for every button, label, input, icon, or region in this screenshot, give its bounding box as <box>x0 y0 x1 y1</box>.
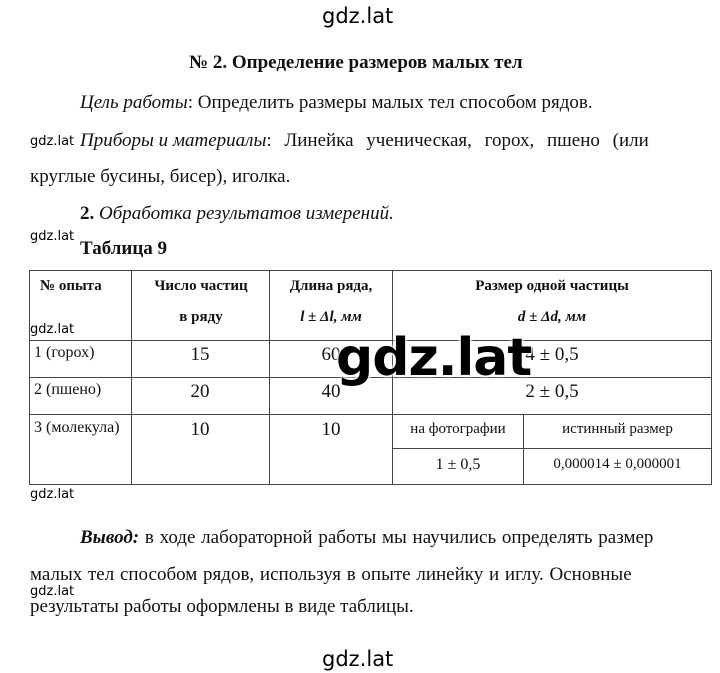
section-title: Обработка результатов измерений. <box>99 203 394 224</box>
table-header-length-line1: Длина ряда, <box>289 278 373 294</box>
table-cell-size: 2 ± 0,5 <box>525 381 579 402</box>
table-title: Таблица 9 <box>80 238 168 259</box>
section-heading <box>80 203 394 225</box>
table-cell-length: 60 <box>321 344 341 365</box>
conclusion-text-1: в ходе лабораторной работы мы научились определять размер <box>139 527 654 548</box>
watermark-small: gdz.lat <box>30 322 75 337</box>
goal-paragraph <box>80 92 593 114</box>
watermark-small: gdz.lat <box>30 229 75 244</box>
table-cell-size: 4 ± 0,5 <box>525 344 579 365</box>
materials-paragraph-line1 <box>80 130 708 152</box>
goal-label: Цель работы <box>80 92 188 113</box>
table-border <box>392 448 712 449</box>
materials-text-1: : Линейка ученическая, горох, пшено (или <box>266 130 649 151</box>
watermark-bottom: gdz.lat <box>322 647 394 671</box>
conclusion-line3: результаты работы оформлены в виде таблицы. <box>30 596 414 617</box>
table-subheader-photo: на фотографии <box>410 421 506 437</box>
table-header-length-line2: l ± Δl, мм <box>300 309 362 325</box>
goal-text: : Определить размеры малых тел способом рядов. <box>187 92 593 113</box>
table-border <box>131 270 132 485</box>
table-cell-experiment: 3 (молекула) <box>34 419 120 436</box>
table-border <box>29 270 30 485</box>
table-header-size-line2: d ± Δd, мм <box>517 309 587 325</box>
watermark-top: gdz.lat <box>322 4 394 28</box>
section-number: 2. <box>80 203 95 224</box>
watermark-small: gdz.lat <box>30 487 75 502</box>
table-header-size-line1: Размер одной частицы <box>475 278 629 294</box>
table-border <box>269 270 270 485</box>
table-cell-count: 10 <box>190 419 210 440</box>
table-cell-experiment: 1 (горох) <box>34 344 95 361</box>
conclusion-line1 <box>80 527 708 549</box>
table-header-count-line1: Число частиц <box>154 278 248 294</box>
table-cell-length: 10 <box>321 419 341 440</box>
table-header-count-line2: в ряду <box>179 309 223 325</box>
table-subheader-true-size: истинный размер <box>562 421 673 437</box>
table-cell-experiment: 2 (пшено) <box>34 381 102 398</box>
conclusion-line2: малых тел способом рядов, используя в опыте линейку и иглу. Основные <box>30 564 632 585</box>
table-cell-size-photo: 1 ± 0,5 <box>435 456 481 473</box>
conclusion-label: Вывод: <box>80 527 140 548</box>
watermark-small: gdz.lat <box>30 584 75 599</box>
watermark-small: gdz.lat <box>30 134 75 149</box>
materials-paragraph-line2: круглые бусины, бисер), иголка. <box>30 166 291 187</box>
page-title: № 2. Определение размеров малых тел <box>189 52 523 73</box>
table-cell-count: 20 <box>190 381 210 402</box>
table-cell-size-true: 0,000014 ± 0,000001 <box>553 456 682 472</box>
table-border <box>711 270 712 485</box>
table-cell-count: 15 <box>190 344 210 365</box>
materials-label: Приборы и материалы <box>80 130 267 151</box>
watermark-center: gdz.lat <box>336 328 532 388</box>
table-cell-length: 40 <box>321 381 341 402</box>
table-header-experiment: № опыта <box>40 278 102 294</box>
